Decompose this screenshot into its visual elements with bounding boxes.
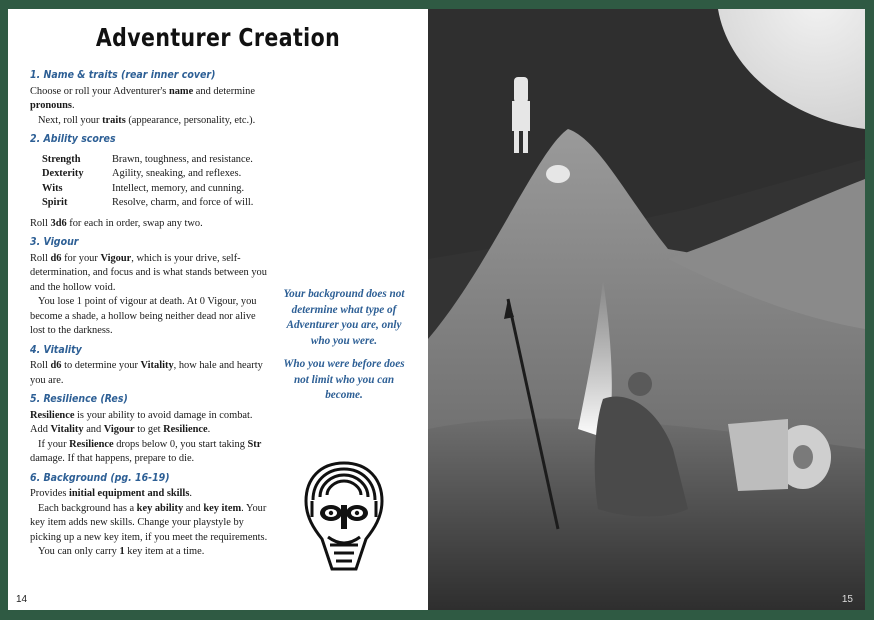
- ability-row: Spirit Resolve, charm, and force of will.: [42, 197, 254, 208]
- page-title: Adventurer Creation: [95, 23, 341, 52]
- section-heading-vitality: 4. Vitality: [30, 343, 82, 356]
- background-paragraph: Provides initial equipment and skills.: [30, 488, 192, 499]
- section-heading-background: 6. Background (pg. 16-19): [30, 471, 170, 484]
- vitality-paragraph: Roll d6 to determine your Vitality, how hale and hearty you are.: [30, 360, 263, 386]
- resilience-paragraph: Resilience is your ability to avoid damage in combat. Add Vitality and Vigour to get Resilience.: [30, 409, 253, 435]
- ability-row: Wits Intellect, memory, and cunning.: [42, 182, 245, 194]
- note-paragraph: Your background does not determine what type of Adventurer you are, only who you were.: [283, 288, 405, 347]
- section-heading-name-traits: 1. Name & traits (rear inner cover): [30, 69, 216, 81]
- mask-icon: [298, 457, 390, 586]
- vigour-paragraph: Roll d6 for your Vigour, which is your drive, self-determination, and focus and is what stands between you and the hollow void.: [30, 252, 267, 293]
- resilience-zero-paragraph: If your Resilience drops below 0, you start taking Str damage. If that happens, prepare to die.: [30, 438, 262, 464]
- name-paragraph: Choose or roll your Adventurer's name and determine pronouns.: [30, 85, 255, 111]
- traits-paragraph: Next, roll your traits (appearance, personality, etc.).: [38, 114, 256, 126]
- section-heading-resilience: 5. Resilience (Res): [30, 393, 128, 405]
- carry-limit-paragraph: You can only carry 1 key item at a time.: [38, 546, 205, 557]
- ability-row: Strength Brawn, toughness, and resistance.: [42, 153, 253, 165]
- rules-column: [30, 64, 272, 560]
- sidebar-note: [278, 287, 410, 412]
- roll-abilities-text: Roll 3d6 for each in order, swap any two.: [30, 217, 203, 229]
- left-page: [8, 9, 428, 610]
- page-number-left: 14: [16, 594, 28, 605]
- page-number-right: 15: [841, 594, 853, 605]
- illustration-icon: [428, 9, 865, 610]
- vigour-death-paragraph: You lose 1 point of vigour at death. At 0 Vigour, you become a shade, a hollow being neither dead nor alive lost to the darkness.: [30, 296, 257, 336]
- ability-table: [42, 153, 272, 211]
- key-item-paragraph: Each background has a key ability and key item. Your key item adds new skills. Change your playstyle by picking up a new key item, if you meet the requirements.: [30, 502, 268, 543]
- illustration-page: [428, 9, 865, 610]
- section-heading-vigour: 3. Vigour: [30, 236, 79, 248]
- section-heading-ability-scores: 2. Ability scores: [30, 133, 116, 145]
- ability-row: Dexterity Agility, sneaking, and reflexes.: [42, 168, 242, 179]
- note-paragraph: Who you were before does not limit who you can become.: [283, 358, 405, 401]
